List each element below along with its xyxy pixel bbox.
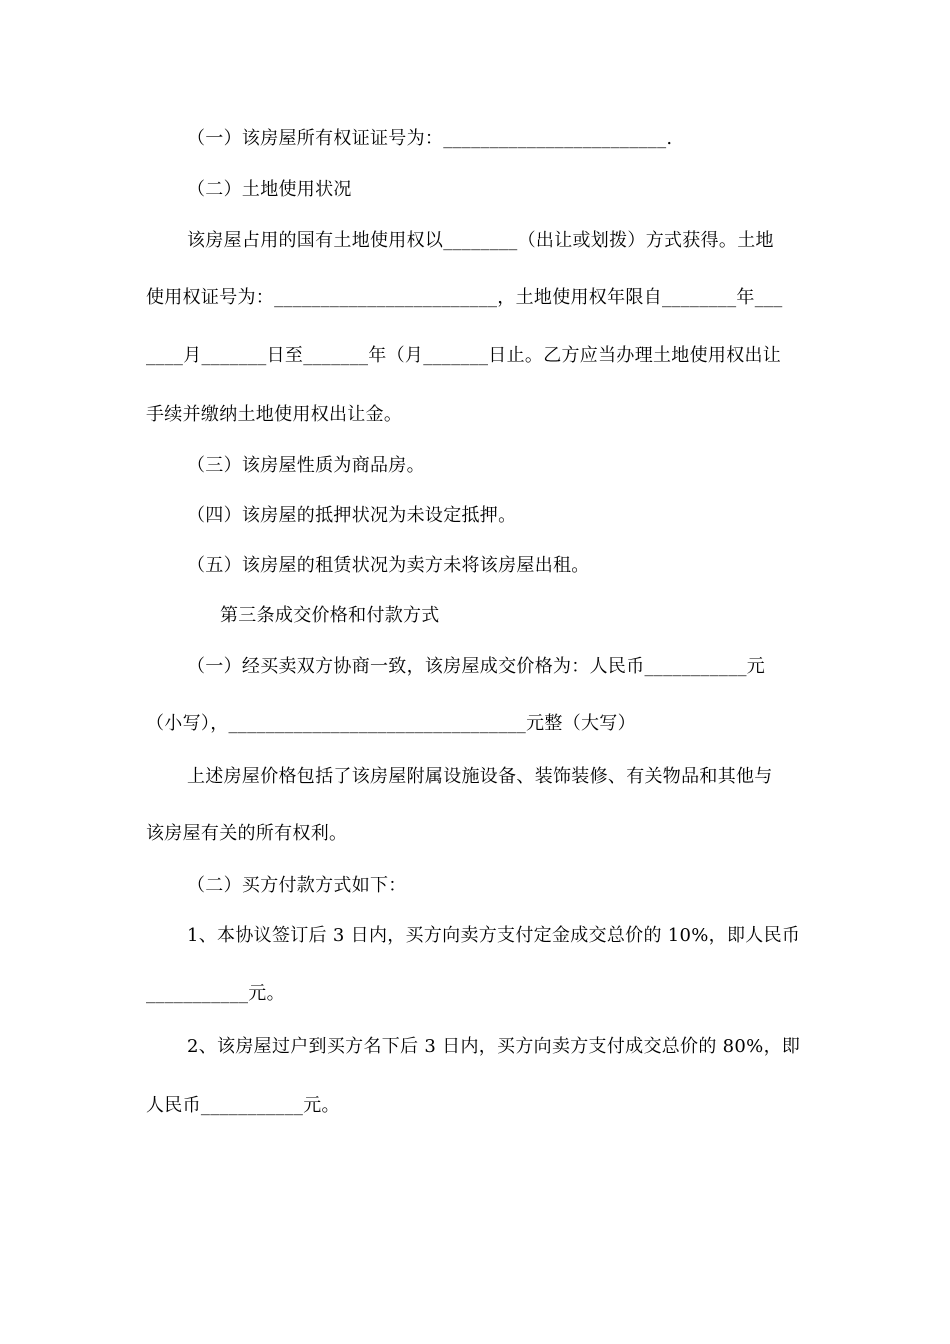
clause-mortgage-status: （四）该房屋的抵押状况为未设定抵押。 — [187, 505, 517, 526]
clause-land-use-text: 使用权证号为：________________________，土地使用权年限自________年___ — [146, 287, 783, 308]
clause-price-inclusion: 该房屋有关的所有权利。 — [146, 823, 348, 844]
payment-item-2: 人民币___________元。 — [146, 1095, 340, 1116]
article-three-heading: 第三条成交价格和付款方式 — [220, 605, 440, 626]
clause-price-inclusion: 上述房屋价格包括了该房屋附属设施设备、装饰装修、有关物品和其他与 — [187, 766, 773, 787]
clause-land-use-text: 该房屋占用的国有土地使用权以________（出让或划拨）方式获得。土地 — [187, 230, 774, 251]
clause-payment-heading: （二）买方付款方式如下： — [187, 875, 407, 896]
payment-item-1: ___________元。 — [146, 983, 285, 1004]
clause-ownership-cert: （一）该房屋所有权证证号为：________________________. — [187, 128, 673, 149]
clause-price-text: （小写），________________________________元整（大写） — [146, 713, 636, 734]
clause-land-use-text: 手续并缴纳土地使用权出让金。 — [146, 404, 403, 425]
clause-land-use-text: ____月_______日至_______年（月_______日止。乙方应当办理土地使用权出让 — [146, 345, 782, 366]
clause-price-text: （一）经买卖双方协商一致，该房屋成交价格为：人民币___________元 — [187, 656, 766, 677]
clause-property-nature: （三）该房屋性质为商品房。 — [187, 455, 425, 476]
clause-lease-status: （五）该房屋的租赁状况为卖方未将该房屋出租。 — [187, 555, 590, 576]
payment-item-1: 1、本协议签订后 3 日内，买方向卖方支付定金成交总价的 10%，即人民币 — [187, 925, 801, 946]
clause-land-use-heading: （二）土地使用状况 — [187, 179, 352, 200]
payment-item-2: 2、该房屋过户到买方名下后 3 日内，买方向卖方支付成交总价的 80%，即 — [187, 1036, 801, 1057]
